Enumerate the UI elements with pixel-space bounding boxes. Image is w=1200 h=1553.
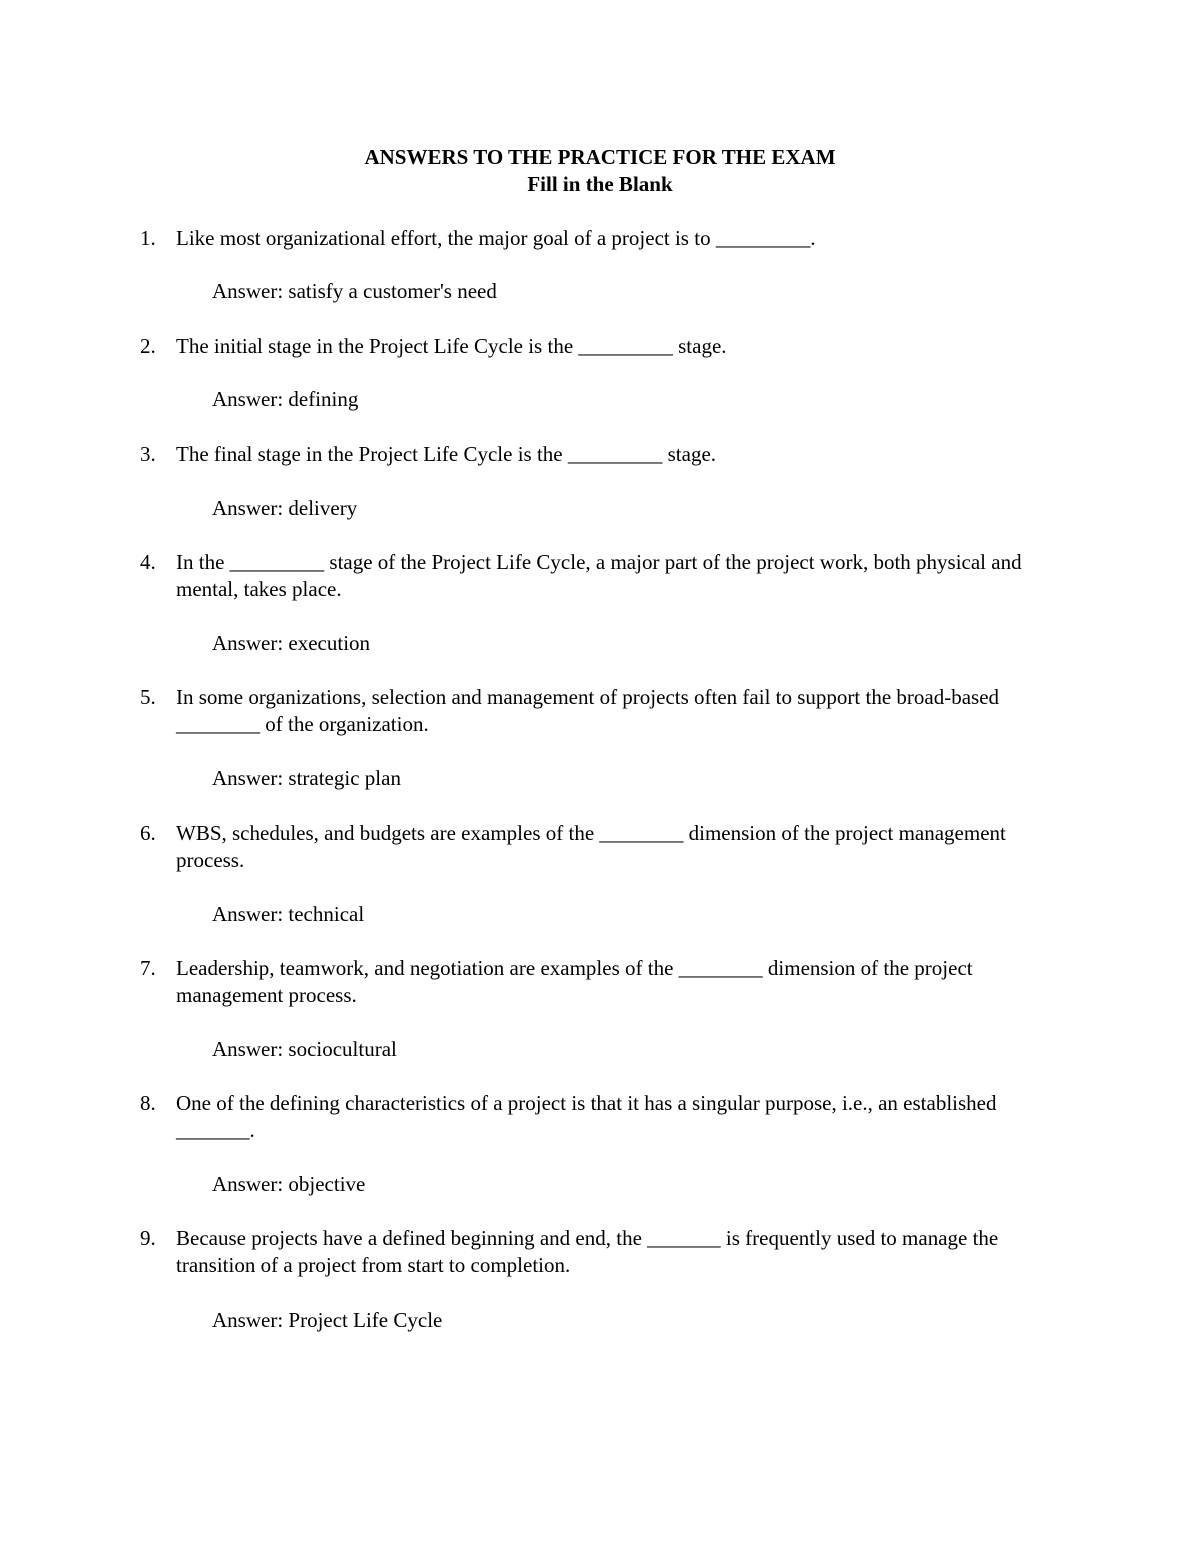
page-title: ANSWERS TO THE PRACTICE FOR THE EXAM	[364, 145, 836, 169]
question-text: Because projects have a defined beginning and end, the _______ is frequently used to manage the transition of a project from start to completion.	[176, 1226, 999, 1277]
question-text: Like most organizational effort, the major goal of a project is to _________.	[176, 226, 816, 250]
question-number: 4.	[140, 550, 156, 574]
answer-text: Answer: sociocultural	[212, 1037, 397, 1061]
question-number: 3.	[140, 442, 156, 466]
answer-text: Answer: defining	[212, 387, 359, 411]
question-text: In the _________ stage of the Project Life Cycle, a major part of the project work, both physical and mental, takes place.	[176, 550, 1022, 601]
question-text: The final stage in the Project Life Cycle is the _________ stage.	[176, 442, 717, 466]
answer-text: Answer: strategic plan	[212, 766, 401, 790]
answer-text: Answer: Project Life Cycle	[212, 1308, 443, 1332]
answer-text: Answer: delivery	[212, 496, 358, 520]
question-text: WBS, schedules, and budgets are examples of the ________ dimension of the project management process.	[176, 821, 1006, 872]
question-text: Leadership, teamwork, and negotiation are examples of the ________ dimension of the project management process.	[176, 956, 973, 1007]
question-number: 7.	[140, 956, 156, 980]
question-text: One of the defining characteristics of a project is that it has a singular purpose, i.e., an established _______.	[176, 1091, 997, 1142]
question-number: 2.	[140, 334, 156, 358]
question-text: The initial stage in the Project Life Cycle is the _________ stage.	[176, 334, 727, 358]
answer-text: Answer: execution	[212, 631, 371, 655]
question-number: 9.	[140, 1226, 156, 1250]
answer-text: Answer: satisfy a customer's need	[212, 279, 497, 303]
answer-text: Answer: objective	[212, 1172, 366, 1196]
question-text: In some organizations, selection and management of projects often fail to support the broad-based ________ of the organization.	[176, 685, 1000, 736]
question-number: 8.	[140, 1091, 156, 1115]
answer-text: Answer: technical	[212, 902, 365, 926]
question-number: 6.	[140, 821, 156, 845]
document-header	[0, 144, 1200, 198]
page-subtitle: Fill in the Blank	[527, 172, 673, 196]
question-number: 5.	[140, 685, 156, 709]
question-number: 1.	[140, 226, 156, 250]
